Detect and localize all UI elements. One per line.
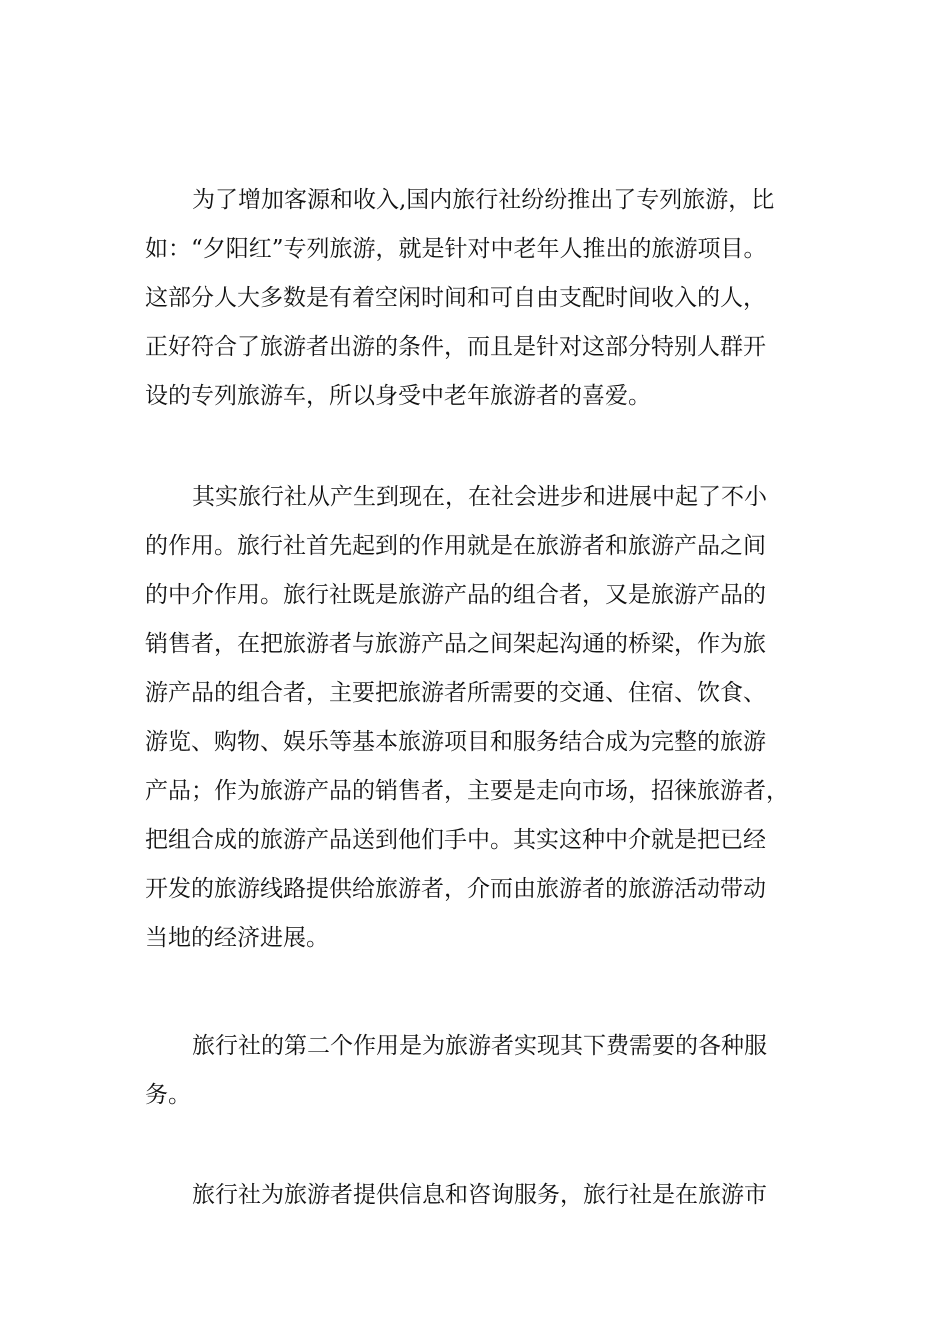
paragraph-line: 务。 <box>145 1082 191 1108</box>
paragraph-line: 的作用。旅行社首先起到的作用就是在旅游者和旅游产品之间 <box>145 533 766 559</box>
paragraph-line: 销售者，在把旅游者与旅游产品之间架起沟通的桥梁，作为旅 <box>145 631 766 657</box>
paragraph-line: 如：“夕阳红”专列旅游，就是针对中老年人推出的旅游项目。 <box>145 236 767 262</box>
paragraph-line: 产品；作为旅游产品的销售者，主要是走向市场，招徕旅游者， <box>145 778 789 804</box>
paragraph-line: 这部分人大多数是有着空闲时间和可自由支配时间收入的人， <box>145 285 766 311</box>
paragraph-line: 其实旅行社从产生到现在，在社会进步和进展中起了不小 <box>192 484 767 510</box>
paragraph-line: 旅行社为旅游者提供信息和咨询服务，旅行社是在旅游市 <box>192 1182 767 1208</box>
paragraph-line: 正好符合了旅游者出游的条件，而且是针对这部分特别人群开 <box>145 334 766 360</box>
paragraph-line: 把组合成的旅游产品送到他们手中。其实这种中介就是把已经 <box>145 827 766 853</box>
paragraph-line: 旅行社的第二个作用是为旅游者实现其下费需要的各种服 <box>192 1033 767 1059</box>
paragraph-line: 的中介作用。旅行社既是旅游产品的组合者，又是旅游产品的 <box>145 582 766 608</box>
paragraph-line: 开发的旅游线路提供给旅游者，介而由旅游者的旅游活动带动 <box>145 876 766 902</box>
paragraph-1 <box>145 176 815 421</box>
paragraph-3 <box>145 1022 815 1120</box>
paragraph-line: 设的专列旅游车，所以身受中老年旅游者的喜爱。 <box>145 383 651 409</box>
paragraph-line: 为了增加客源和收入,国内旅行社纷纷推出了专列旅游，比 <box>192 187 775 213</box>
paragraph-line: 游览、购物、娱乐等基本旅游项目和服务结合成为完整的旅游 <box>145 729 766 755</box>
paragraph-line: 游产品的组合者，主要把旅游者所需要的交通、住宿、饮食、 <box>145 680 766 706</box>
paragraph-line: 当地的经济进展。 <box>145 925 329 951</box>
paragraph-4 <box>145 1171 815 1220</box>
paragraph-2 <box>145 473 815 963</box>
